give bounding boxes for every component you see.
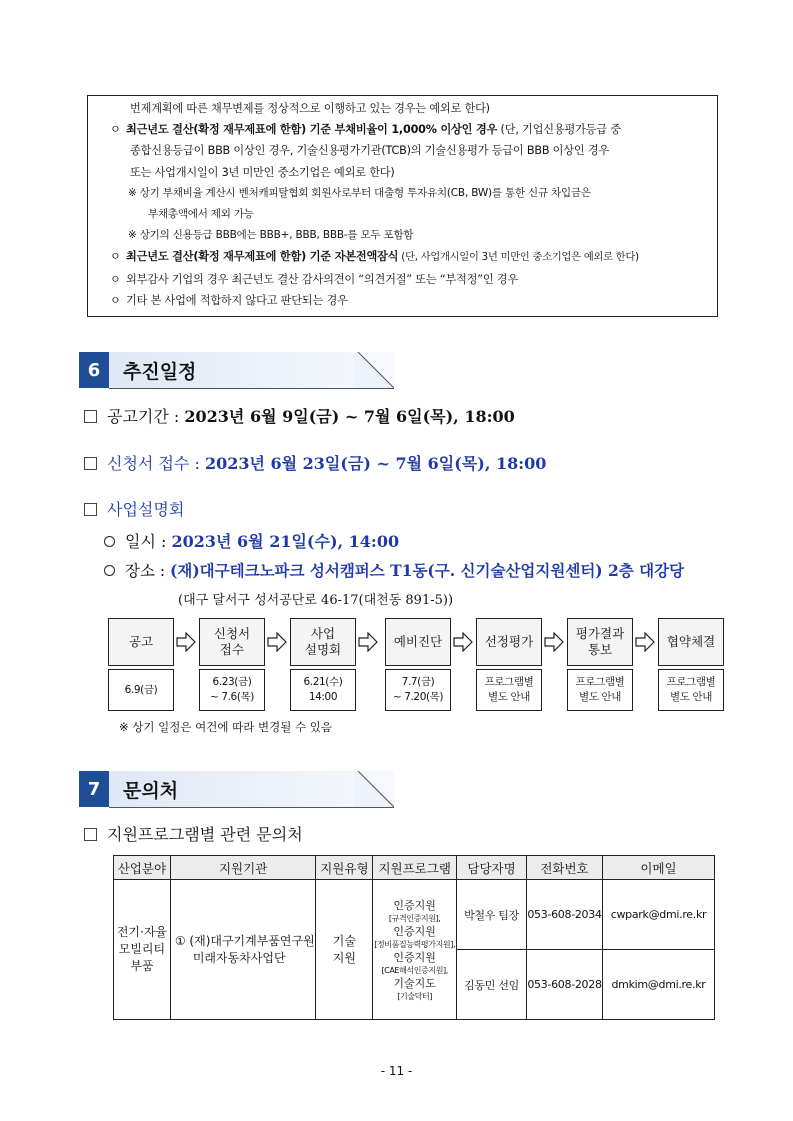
bullet-circle-icon <box>104 565 115 576</box>
checkbox-square-icon <box>84 457 97 470</box>
section-number: 7 <box>79 771 109 807</box>
contact-phone: 053-608-2034 <box>527 880 603 950</box>
notice-text: (단, 사업개시일이 3년 미만인 중소기업은 예외로 한다) <box>398 252 639 264</box>
contact-email: dmkim@dmi.re.kr <box>602 950 714 1020</box>
apply-period-label: 신청서 접수 <box>107 454 190 473</box>
bullet-circle-icon <box>104 536 115 547</box>
briefing-title-line <box>84 497 184 520</box>
industry-cell: 전기·자율 모빌리티 부품 <box>114 880 171 1020</box>
contact-name: 박철우 팀장 <box>457 880 527 950</box>
bullet-circle: ㅇ <box>110 272 121 286</box>
section-corner-fold-icon <box>354 771 394 808</box>
contact-phone: 053-608-2028 <box>527 950 603 1020</box>
page-number: - 11 - <box>380 1064 413 1078</box>
column-header: 지원유형 <box>316 856 373 880</box>
section-title: 추진일정 <box>123 361 197 383</box>
briefing-date-value: 2023년 6월 21일(수), 14:00 <box>171 532 400 551</box>
program-detail: [규격인증지원], <box>388 913 441 923</box>
section-title: 문의처 <box>123 780 179 802</box>
column-header: 담당자명 <box>457 856 527 880</box>
table-header-row <box>114 856 715 880</box>
process-step-date: 6.23(금) ~ 7.6(목) <box>199 669 265 711</box>
briefing-date-label: 일시 <box>125 532 156 551</box>
schedule-process-flow <box>108 618 720 714</box>
notice-text: 기타 본 사업에 적합하지 않다고 판단되는 경우 <box>126 293 348 307</box>
notice-period-value: 2023년 6월 9일(금) ~ 7월 6일(목), 18:00 <box>184 407 515 426</box>
program-name: 기술지도 <box>393 976 436 990</box>
notice-line: 또는 사업개시일이 3년 미만인 중소기업은 예외로 한다) <box>130 165 395 179</box>
arrow-right-icon <box>176 632 196 652</box>
notice-line: 부채총액에서 제외 가능 <box>148 208 254 221</box>
arrow-right-icon <box>267 632 287 652</box>
table-row <box>114 880 715 950</box>
contact-name: 김동민 선임 <box>457 950 527 1020</box>
program-cell <box>373 880 457 1020</box>
notice-line: ※ 상기 부채비율 계산시 벤처캐피탈협회 회원사로부터 대출형 투자유치(CB, BW)를 통한 신규 차입금은 <box>128 186 591 199</box>
bullet-circle: ㅇ <box>110 293 121 307</box>
briefing-date-line: 일시 : 2023년 6월 21일(수), 14:00 <box>104 529 399 552</box>
checkbox-square-icon <box>84 503 97 516</box>
briefing-place-value: (재)대구테크노파크 성서캠퍼스 T1동(구. 신기술산업지원센터) 2층 대강당 <box>170 561 685 580</box>
arrow-right-icon <box>544 632 564 652</box>
notice-period-label: 공고기간 <box>107 407 169 426</box>
process-step-date: 프로그램별 별도 안내 <box>658 669 724 711</box>
notice-line: 번제계획에 따른 채무변제를 정상적으로 이행하고 있는 경우는 예외로 한다) <box>130 102 490 115</box>
process-step-date: 6.9(금) <box>108 669 174 711</box>
bullet-circle: ㅇ <box>110 123 121 137</box>
notice-line: ※ 상기의 신용등급 BBB에는 BBB+, BBB, BBB-를 모두 포함함 <box>128 229 414 242</box>
program-detail: [기술닥터] <box>397 991 433 1001</box>
org-name: ① (재)대구기계부품연구원 <box>174 933 315 948</box>
program-name: 인증지원 <box>393 924 436 938</box>
process-step-title: 공고 <box>108 618 174 666</box>
section-6-header <box>79 352 394 388</box>
program-detail: [CAE해석인증지원], <box>381 965 448 975</box>
process-step <box>108 618 174 711</box>
arrow-right-icon <box>358 632 378 652</box>
section-number: 6 <box>79 352 109 388</box>
section-7-header <box>79 771 394 807</box>
notice-text: 외부감사 기업의 경우 최근년도 결산 감사의견이 “의견거절” 또는 “부적정”인 경우 <box>126 272 519 286</box>
process-step <box>658 618 724 711</box>
checkbox-square-icon <box>84 828 97 841</box>
process-step-date: 6.21(수) 14:00 <box>290 669 356 711</box>
column-header: 이메일 <box>602 856 714 880</box>
notice-line <box>110 246 709 268</box>
org-division: 미래자동차사업단 <box>192 950 286 965</box>
process-step-title: 평가결과 통보 <box>567 618 633 666</box>
notice-bold-text: 최근년도 결산(확정 재무제표에 한함) 기준 자본전액잠식 <box>126 250 399 264</box>
notice-text: (단, 기업신용평가등급 중 <box>497 123 621 137</box>
schedule-note: ※ 상기 일정은 여건에 따라 변경될 수 있음 <box>119 720 332 734</box>
process-step-date: 프로그램별 별도 안내 <box>476 669 542 711</box>
program-name: 인증지원 <box>393 950 436 964</box>
process-step-title: 예비진단 <box>385 618 451 666</box>
column-header: 전화번호 <box>527 856 603 880</box>
process-step-title: 협약체결 <box>658 618 724 666</box>
bullet-circle: ㅇ <box>110 250 121 264</box>
notice-line: 종합신용등급이 BBB 이상인 경우, 기술신용평가기관(TCB)의 기술신용평가 등급이 BBB 이상인 경우 <box>130 144 610 158</box>
process-step-date: 프로그램별 별도 안내 <box>567 669 633 711</box>
briefing-place-label: 장소 <box>125 562 155 580</box>
process-step-title: 사업 설명회 <box>290 618 356 666</box>
process-step <box>290 618 356 711</box>
briefing-place-line: 장소 : (재)대구테크노파크 성서캠퍼스 T1동(구. 신기술산업지원센터) 2층 대강당 <box>104 559 684 581</box>
column-header: 지원프로그램 <box>373 856 457 880</box>
notice-line <box>110 290 709 311</box>
process-step-title: 신청서 접수 <box>199 618 265 666</box>
process-step-date: 7.7(금) ~ 7.20(목) <box>385 669 451 711</box>
section-corner-fold-icon <box>354 352 394 389</box>
notice-line <box>110 119 709 140</box>
support-org-cell <box>170 880 316 1020</box>
briefing-address: (대구 달서구 성서공단로 46-17(대천동 891-5)) <box>178 593 454 608</box>
arrow-right-icon <box>453 632 473 652</box>
process-step <box>476 618 542 711</box>
process-step <box>199 618 265 711</box>
program-name: 인증지원 <box>393 898 436 912</box>
process-step-title: 선정평가 <box>476 618 542 666</box>
column-header: 지원기관 <box>170 856 316 880</box>
contact-subtitle-line <box>84 822 303 845</box>
arrow-right-icon <box>635 632 655 652</box>
process-step <box>567 618 633 711</box>
notice-bold-text: 최근년도 결산(확정 재무제표에 한함) 기준 부채비율이 1,000% 이상인 경우 <box>126 123 498 137</box>
process-step <box>385 618 451 711</box>
notice-line <box>110 269 709 290</box>
support-type-cell: 기술 지원 <box>316 880 373 1020</box>
notice-period-line: 공고기간 : 2023년 6월 9일(금) ~ 7월 6일(목), 18:00 <box>84 404 515 427</box>
contact-subtitle: 지원프로그램별 관련 문의처 <box>107 825 303 844</box>
eligibility-exclusion-box <box>87 95 718 317</box>
column-header: 산업분야 <box>114 856 171 880</box>
program-detail: [정비품질능력평가지원], <box>374 939 456 949</box>
apply-period-value: 2023년 6월 23일(금) ~ 7월 6일(목), 18:00 <box>204 454 547 473</box>
briefing-title: 사업설명회 <box>107 500 185 519</box>
contact-email: cwpark@dmi.re.kr <box>602 880 714 950</box>
checkbox-square-icon <box>84 410 97 423</box>
apply-period-line: 신청서 접수 : 2023년 6월 23일(금) ~ 7월 6일(목), 18:00 <box>84 451 546 474</box>
contact-table <box>113 855 715 1020</box>
